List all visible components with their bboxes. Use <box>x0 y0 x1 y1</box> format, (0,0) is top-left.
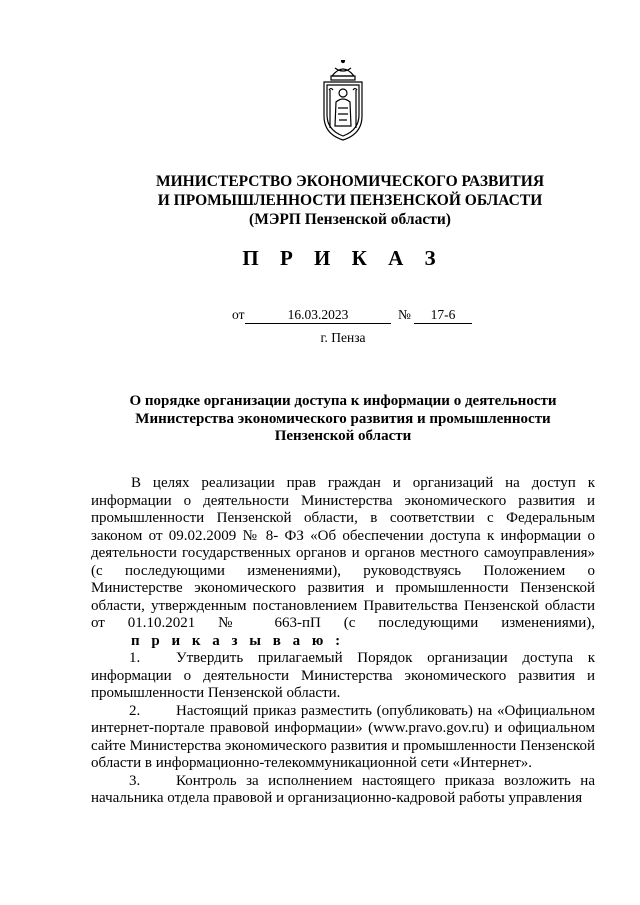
item-number: 1. <box>129 650 141 666</box>
list-item <box>91 650 595 703</box>
order-number: 17-6 <box>430 307 456 322</box>
intro-text: В целях реализации прав граждан и организаций на доступ к информации о деятельности Министерства экономического развития и промышленности Пензенской области, в соответствии с Федеральным законом от 09.02.2009 № 8- ФЗ «Об обеспечении доступа к информации о деятельности государственных органов и органов местного самоуправления» (с последующими изменениями), руководствуясь Положением о Министерстве экономического развития и промышленности Пензенской области, утвержденным постановлением Правительства Пензенской области от 01.10.2021 № 663-пП (с последующими изменениями), <box>91 475 595 631</box>
ministry-name-line1: МИНИСТЕРСТВО ЭКОНОМИЧЕСКОГО РАЗВИТИЯ <box>155 173 545 190</box>
order-body <box>91 475 595 808</box>
coat-of-arms-icon <box>318 60 368 142</box>
document-type-title: П Р И К А З <box>242 246 444 270</box>
order-date: 16.03.2023 <box>287 307 349 322</box>
item-text: Утвердить прилагаемый Порядок организации доступа к информации о деятельности Министерства экономического развития и промышленности Пензенской области. <box>91 650 595 701</box>
number-prefix: № <box>398 307 411 322</box>
item-number: 2. <box>129 702 141 719</box>
order-details <box>0 307 640 327</box>
item-number: 3. <box>129 772 141 789</box>
item-text: Настоящий приказ разместить (опубликовать) на «Официальном интернет-портале правовой информации» (www.pravo.gov.ru) и официальном сайте Министерства экономического развития и промышленности Пензенской области в информационно-телекоммуникационной сети «Интернет». <box>91 702 595 771</box>
city: г. Пенза <box>320 330 366 345</box>
order-subject <box>110 393 576 446</box>
subject-line1: О порядке организации доступа к информации о деятельности <box>129 393 557 409</box>
subject-line3: Пензенской области <box>274 428 412 444</box>
intro-paragraph <box>91 475 595 650</box>
subject-line2: Министерства экономического развития и промышленности <box>135 410 551 427</box>
ministry-short-name: (МЭРП Пензенской области) <box>249 211 451 228</box>
list-item <box>91 703 595 773</box>
list-item <box>91 773 595 808</box>
item-text: Контроль за исполнением настоящего приказа возложить на начальника отдела правовой и организационно-кадровой работы управления <box>91 772 595 806</box>
ministry-name <box>100 172 600 229</box>
date-prefix: от <box>232 307 245 322</box>
decree-word: п р и к а з ы в а ю : <box>131 632 345 649</box>
ministry-name-line2: И ПРОМЫШЛЕННОСТИ ПЕНЗЕНСКОЙ ОБЛАСТИ <box>157 192 543 209</box>
